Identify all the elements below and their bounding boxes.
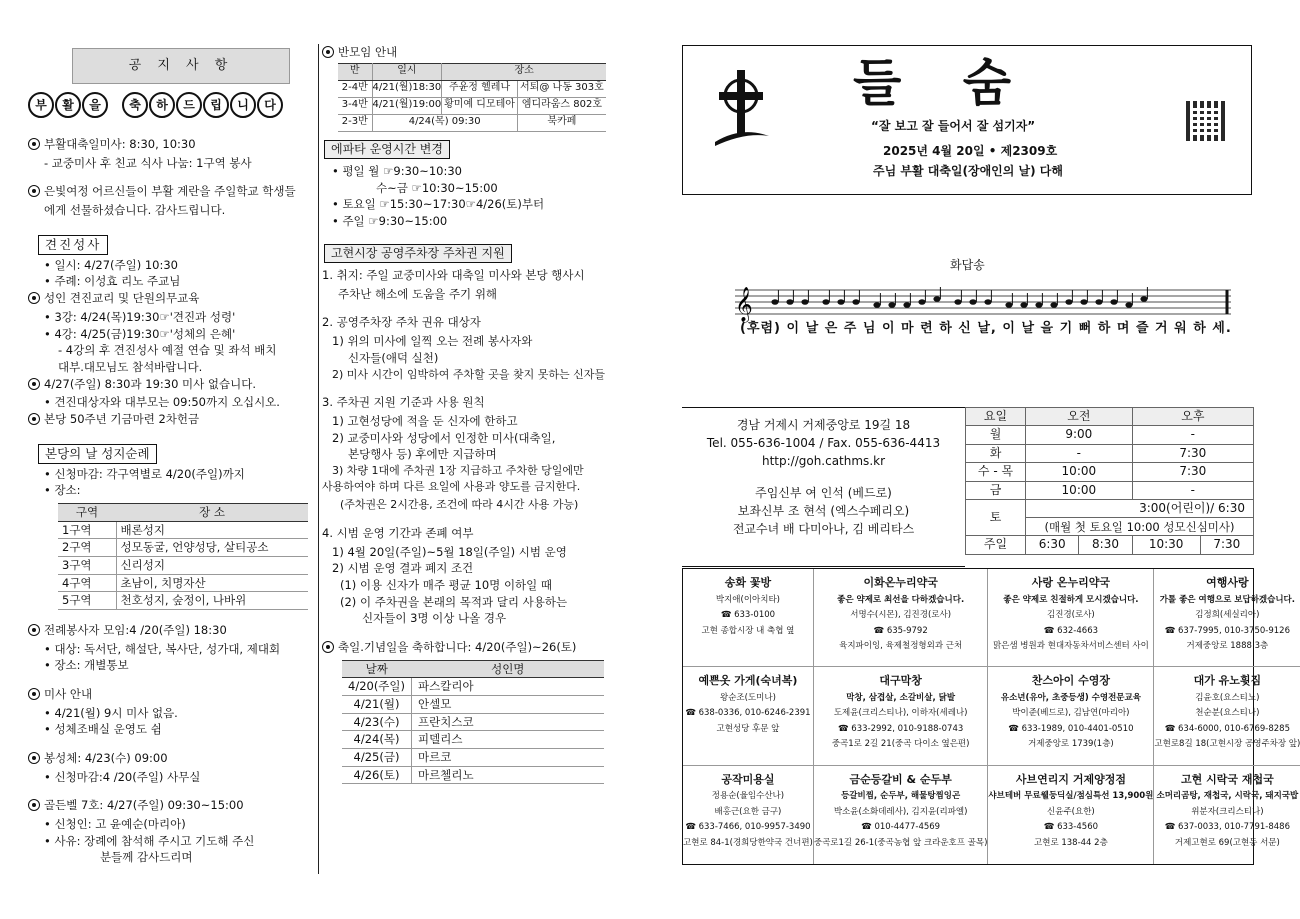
ephphatha-weekday: • 평일 월 ☞9:30~10:30 [332,164,462,179]
golden-reason: • 사유: 장례에 참석해 주시고 기도해 주신 [44,833,255,848]
target-icon [322,46,334,58]
ad-cell [988,667,1154,765]
table-row: 5구역 천호성지, 숲정이, 나바위 [58,592,308,610]
column-divider [318,44,319,874]
ad-name: 고현 시락국 재첩국 [1181,772,1274,786]
ephphatha-sat: • 토요일 ☞15:30~17:30☞4/26(토)부터 [332,197,545,212]
note [1005,302,1012,308]
ad-l3: ☎ 633-1989, 010-4401-0510 [1008,723,1134,734]
confirmation-edu1: • 3강: 4/24(목)19:30☞'견진과 성령' [44,309,236,324]
ad-name: 금순등갈비 & 순두부 [849,772,952,786]
mass-notice-text: 미사 안내 [44,687,93,702]
parking-trial: 4. 시범 운영 기간과 존폐 여부 [322,525,474,540]
parking-rules: 3. 주차권 지원 기준과 사용 원칙 [322,395,485,410]
table-row: 4/20(주일) 파스칼리아 [342,678,604,696]
ad-cell [814,766,989,864]
parking-trial-b: 2) 시범 운영 결과 폐지 조건 [332,561,474,576]
target-icon [28,138,40,150]
table-row: 1구역 배론성지 [58,521,308,539]
target-icon [28,752,40,764]
table-row: 2구역 성모동굴, 언양성당, 살티공소 [58,539,308,557]
ad-l1: 좋은 약제로 친절하게 모시겠습니다. [1003,594,1139,605]
ad-l4: 거제중앙로 1739(1층) [1028,739,1114,750]
servers-meeting [28,622,313,639]
table-row: 3-4반 4/21(월)19:00 황미예 디모테아 엠디라움스 802호 [338,97,606,114]
ad-name: 여행사랑 [1206,576,1249,589]
parking-heading: 고현시장 공영주차장 주차권 지원 [324,244,512,263]
target-icon [28,378,40,390]
note [1050,302,1057,308]
table-row: 수 - 목 10:00 7:30 [966,463,1254,481]
table-row: 4/25(금) 마르코 [342,749,604,767]
ad-l4: 거제중앙로 1888 3층 [1186,641,1269,651]
mass-schedule-table [965,407,1254,555]
anointing-text: 봉성체: 4/23(수) 09:00 [44,751,168,766]
parking-target-a: 1) 위의 미사에 일찍 오는 전례 봉사자와 [332,334,533,349]
note [903,302,910,308]
cross-logo-icon [711,68,771,148]
ad-l1: 유소년(유아, 초중등생) 수영전문교육 [1000,692,1141,703]
ad-l3: ☎ 632-4663 [1043,625,1099,636]
note [969,299,976,305]
feast-table [342,660,604,785]
ad-name: 송화 꽃방 [724,576,772,589]
ad-l1: 가톨 좋은 여행으로 보답하겠습니다. [1159,594,1295,605]
table-header: 오후 [1132,408,1253,426]
ad-l1: 소머리곰탕, 재첩국, 시락국, 돼지국밥 [1156,791,1299,802]
ad-l4: 고현로8길 18(고현시장 공영주차장 앞) [1154,739,1300,750]
ad-l4: 맑은샘 병원과 현대자동차서비스센터 사이 [992,641,1149,651]
parking-rule-f: (주차권은 2시간용, 조건에 따라 4시간 사용 가능) [340,498,579,511]
table-header: 구역 [58,504,116,522]
ad-l2: ☎ 633-0100 [720,610,776,620]
ad-l2: 도제윤(크리스티나), 이하자(세레나) [833,708,968,719]
table-header: 장소 [442,63,606,80]
ad-name: 대가 유노휫짐 [1193,674,1262,688]
note [771,299,778,305]
ad-name: 공작미용실 [721,772,775,786]
pastor: 주임신부 여 인석 (베드로) [755,486,892,500]
ad-name: 대구막창 [879,674,922,688]
golden-bell [28,797,313,814]
mass-notice [28,686,313,703]
ad-l4: 거제고현로 69(고현동 서문) [1174,837,1280,848]
ad-cell [814,569,989,667]
sunday-name: 주님 부활 대축일(장애인의 날) 다해 [873,164,1063,178]
ad-l2: 김진경(로사) [1047,610,1095,620]
parking-purpose2: 주차난 해소에 도움을 주기 위해 [338,286,498,301]
note [1020,302,1027,308]
note [837,299,844,305]
ad-l1: 등갈비찜, 순두부, 해물탕찜잉곤 [841,791,961,802]
target-icon [28,292,40,304]
anniv-text: 본당 50주년 기금마련 2차헌금 [44,411,200,426]
servers-place: • 장소: 개별통보 [44,658,129,673]
music-staff [735,284,1231,322]
no-mass-text: 4/27(주일) 8:30과 19:30 미사 없습니다. [44,376,257,391]
table-row: 금 10:00 - [966,481,1254,499]
ad-name: 찬스아이 수영장 [1031,674,1111,688]
confirmation-date: • 일시: 4/27(주일) 10:30 [44,257,178,272]
ad-name: 이화온누리약국 [863,576,938,589]
banner-char: 드 [176,92,202,118]
parking-rule-d: 3) 차량 1대에 주차권 1장 지급하고 주차한 당일에만 [332,464,584,478]
ad-l2: 김정희(세실리아) [1195,610,1260,620]
table-header: 반 [338,63,372,80]
confirmation-heading: 견진성사 [38,235,108,255]
eunbit-notice [28,183,313,200]
newsletter-title: 들 숨 [853,54,1034,112]
feast-heading-text: 축일.기념일을 축하합니다: 4/20(주일)~26(토) [338,639,577,654]
ad-l2: 박소윤(소화데레사), 김지윤(리파엘) [833,806,968,817]
ad-name: 예쁜옷 가게(숙녀복) [698,674,798,688]
parking-rule-c: 본당행사 등) 후에만 지급하며 [348,447,497,462]
target-icon [28,185,40,197]
ad-l3: ☎ 637-7995, 010-3750-9126 [1164,625,1290,636]
table-row: 4/26(토) 마르첼리노 [342,766,604,784]
ad-l1: 김윤호(요스티노) [1195,692,1260,703]
table-row: 월 9:00 - [966,426,1254,444]
ad-cell [988,569,1154,667]
target-icon [322,641,334,653]
target-icon [28,624,40,636]
note [1140,296,1147,302]
ad-cell [1154,766,1300,864]
table-row: 4/24(목) 피델리스 [342,731,604,749]
note [1095,299,1102,305]
servers-target: • 대상: 독서단, 해설단, 복사단, 성가대, 제대회 [44,641,281,656]
note [1080,299,1087,305]
hymn-title: 화답송 [950,258,985,272]
ad-l3: ☎ 633-2992, 010-9188-0743 [838,723,964,734]
servers-text: 전례봉사자 모임:4 /20(주일) 18:30 [44,623,227,638]
note [1110,299,1117,305]
anointing [28,750,313,767]
no-mass [28,376,313,393]
mass-notice-2: • 성체조배실 운영도 쉼 [44,722,162,737]
golden-applicant: • 신청인: 고 윤예순(마리아) [44,817,186,832]
pilgrimage-table [58,503,308,610]
confirmation-edu3: - 4강의 후 견진성사 예절 연습 및 좌석 배치 [58,343,277,358]
note [1065,299,1072,305]
banner-gap [109,92,121,118]
ad-l3: ☎ 634-6000, 010-6769-8285 [1164,723,1290,734]
ad-l2: 위분자(크리스티나) [1191,806,1264,817]
parish-url[interactable]: http://goh.cathms.kr [761,454,886,468]
ad-l1: 샤브테버 무료웰둥딕실/점심특선 13,900원 [988,791,1154,802]
parking-purpose: 1. 취지: 주일 교중미사와 대축일 미사와 본당 행사시 [322,268,585,283]
ad-l2: 서명수(시몬), 김진경(로사) [850,610,952,620]
ad-cell [683,569,814,667]
note [822,299,829,305]
table-header: 오전 [1026,408,1133,426]
ad-l2: 박이준(베드로), 김남연(마리아) [1012,708,1130,719]
note [888,302,895,308]
ad-cell [814,667,989,765]
table-row: 화 - 7:30 [966,444,1254,462]
pilgrimage-heading: 본당의 날 성지순례 [38,444,157,464]
ad-l1: 정용순(율임수산나) [711,791,785,802]
note [933,296,940,302]
banner-char: 축 [122,92,148,118]
pilgrimage-deadline: • 신청마감: 각구역별로 4/20(주일)까지 [44,466,245,481]
notice-title: 공 지 사 항 [72,48,290,84]
banner-char: 니 [230,92,256,118]
ad-l3: 고현 종합시장 내 축협 옆 [701,625,795,636]
parking-trial-e: 신자들이 3명 이상 나올 경우 [362,611,507,626]
easter-mass-sub: - 교중미사 후 친교 식사 나눔: 1구역 봉사 [44,155,252,170]
ad-cell [1154,569,1300,667]
easter-banner [28,92,313,118]
confirmation-edu2: • 4강: 4/25(금)19:30☞'성체의 은혜' [44,326,236,341]
note [852,299,859,305]
ad-l2: ☎ 638-0336, 010-6246-2391 [685,708,811,719]
parking-trial-a: 1) 4월 20일(주일)~5월 18일(주일) 시범 운영 [332,544,567,559]
target-icon [28,799,40,811]
table-header: 장 소 [116,504,308,522]
note [918,299,925,305]
table-row: 4구역 초남이, 치명자산 [58,574,308,592]
ad-name: 사브연리지 거제양정점 [1015,772,1126,786]
ad-name: 사랑 온누리약국 [1031,576,1111,589]
ad-cell [683,667,814,765]
mass-notice-1: • 4/21(월) 9시 미사 없음. [44,705,178,720]
note [1125,302,1132,308]
parish-address: 경남 거제시 거제중앙로 19길 18 [736,418,911,432]
groups-heading-text: 반모임 안내 [338,45,398,59]
table-row: 토 3:00(어린이)/ 6:30 [966,499,1254,517]
note [1035,302,1042,308]
qr-code-icon[interactable] [1186,101,1226,141]
parking-trial-c: (1) 이용 신자가 매주 평균 10명 이하일 때 [340,577,553,592]
ad-l3: 고현성당 후문 앞 [716,723,780,734]
anniv-collection [28,411,313,428]
ad-l1: 박지애(이아치타) [715,594,780,605]
table-row: 주일 6:30 8:30 10:30 7:30 [966,536,1254,554]
ad-l4: 육지파이잉, 육제철정형외과 근처 [839,641,963,651]
target-icon [28,688,40,700]
banner-char: 을 [82,92,108,118]
ad-cell [988,766,1154,864]
ad-cell [683,766,814,864]
table-header: 일시 [372,63,442,80]
motto: “잘 보고 잘 들어서 잘 섬기자” [871,119,1036,133]
confirmation-edu4: 대부.대모님도 참석바랍니다. [58,359,203,374]
easter-mass [28,136,313,153]
groups-heading [322,44,622,61]
note [984,299,991,305]
ad-l2: 천순분(요스티나) [1195,708,1260,719]
ad-l2: 신윤주(요한) [1047,806,1095,817]
table-header: 날짜 [342,660,412,678]
note [801,299,808,305]
confirmation-edu-text: 성인 견진교리 및 단원의무교육 [44,291,200,306]
parking-rule-e: 사용하여야 하며 다른 요일에 사용과 양도를 금지한다. [322,480,581,494]
svg-text:𝄞: 𝄞 [735,287,753,322]
ad-l3: ☎ 633-4560 [1043,822,1099,833]
ephphatha-heading: 에파타 운영시간 변경 [324,140,450,159]
ad-l3: ☎ 010-4477-4569 [861,822,941,833]
confirmation-celebrant: • 주례: 이성효 리노 주교님 [44,274,181,289]
pilgrimage-place: • 장소: [44,483,81,498]
golden-bell-text: 골든벨 7호: 4/27(주일) 09:30~15:00 [44,798,244,813]
sisters: 전교수녀 배 다미아나, 김 베리타스 [732,522,915,536]
banner-char: 부 [28,92,54,118]
banner-char: 활 [55,92,81,118]
feast-heading [322,639,622,656]
note [873,302,880,308]
eunbit-text: 은빛여정 어르신들이 부활 계란을 주일학교 학생들 [44,184,296,199]
ad-l2: 배홍근(요한 금구) [714,806,782,817]
ad-l4: 고현로 138-44 2층 [1034,837,1108,848]
note [954,299,961,305]
table-row: (매월 첫 토요일 10:00 성모신심미사) [966,518,1254,536]
note [786,299,793,305]
eunbit-text2: 에게 선물하셨습니다. 감사드립니다. [44,203,226,218]
table-row: 4/21(월) 안셀모 [342,695,604,713]
parking-target-c: 2) 미사 시간이 임박하여 주차할 곳을 찾지 못하는 신자들 [332,367,606,381]
ephphatha-sun: • 주일 ☞9:30~15:00 [332,214,448,229]
easter-mass-text: 부활대축일미사: 8:30, 10:30 [44,137,196,151]
ad-l3: ☎ 633-7466, 010-9957-3490 [685,822,811,833]
parking-rule-b: 2) 교중미사와 성당에서 인정한 미사(대축일, [332,430,556,445]
parish-info [682,407,965,567]
ad-l4: 중곡1로 2길 21(중곡 다이소 옆은편) [831,739,970,750]
confirmation-edu [28,290,313,307]
table-header: 요일 [966,408,1026,426]
golden-reason2: 분들께 감사드리며 [100,850,193,865]
banner-char: 립 [203,92,229,118]
banner-char: 다 [257,92,283,118]
parking-target: 2. 공영주차장 주차 권유 대상자 [322,315,481,330]
ad-l3: ☎ 635-9792 [873,625,928,636]
ad-l4: 고현로 84-1(경희당한약국 건너편) [683,837,813,848]
ephphatha-wed-fri: 수~금 ☞10:30~15:00 [376,180,498,195]
table-row: 4/23(수) 프란치스코 [342,713,604,731]
ad-l3: ☎ 637-0033, 010-7791-8486 [1164,822,1290,833]
parking-target-b: 신자들(애덕 실천) [348,350,439,365]
notices-column [28,44,313,866]
ad-l1: 왕순조(도미나) [719,692,776,703]
ads-grid [682,568,1300,865]
table-header: 성인명 [412,660,604,678]
ad-l1: 좋은 약제로 최선을 다하겠습니다. [837,594,965,605]
no-mass-sub: • 견진대상자와 대부모는 09:50까지 오십시오. [44,395,280,410]
assistant-priest: 보좌신부 조 현석 (엑스수페리오) [737,504,910,518]
table-row: 2-3반 4/24(목) 09:30 북카페 [338,114,606,131]
parking-trial-d: (2) 이 주차권을 본래의 목적과 달리 사용하는 [340,594,568,609]
masthead [682,45,1252,195]
banner-char: 하 [149,92,175,118]
parking-rule-a: 1) 고현성당에 적을 둔 신자에 한하고 [332,414,518,429]
groups-table [338,63,606,132]
middle-column [322,44,622,788]
table-row: 2-4반 4/21(월)18:30 주윤정 헬레나 서퇴@ 나동 303호 [338,80,606,97]
ad-l4: 중곡로1길 26-1(중곡농협 앞 크라운호프 골목) [813,837,988,848]
ad-l1: 막창, 삼겹살, 소갈비살, 닭발 [846,692,956,703]
issue-date: 2025년 4월 20일 • 제2309호 [883,144,1058,158]
ad-cell [1154,667,1300,765]
anointing-deadline: • 신청마감:4 /20(주일) 사무실 [44,769,201,784]
parish-phone: Tel. 055-636-1004 / Fax. 055-636-4413 [706,436,941,450]
hymn-lyric: (후렴) 이 날 은 주 님 이 마 련 하 신 날, 이 날 을 기 뻐 하 며 즐 거 워 하 세. [740,321,1232,336]
table-row: 3구역 신리성지 [58,557,308,575]
target-icon [28,413,40,425]
